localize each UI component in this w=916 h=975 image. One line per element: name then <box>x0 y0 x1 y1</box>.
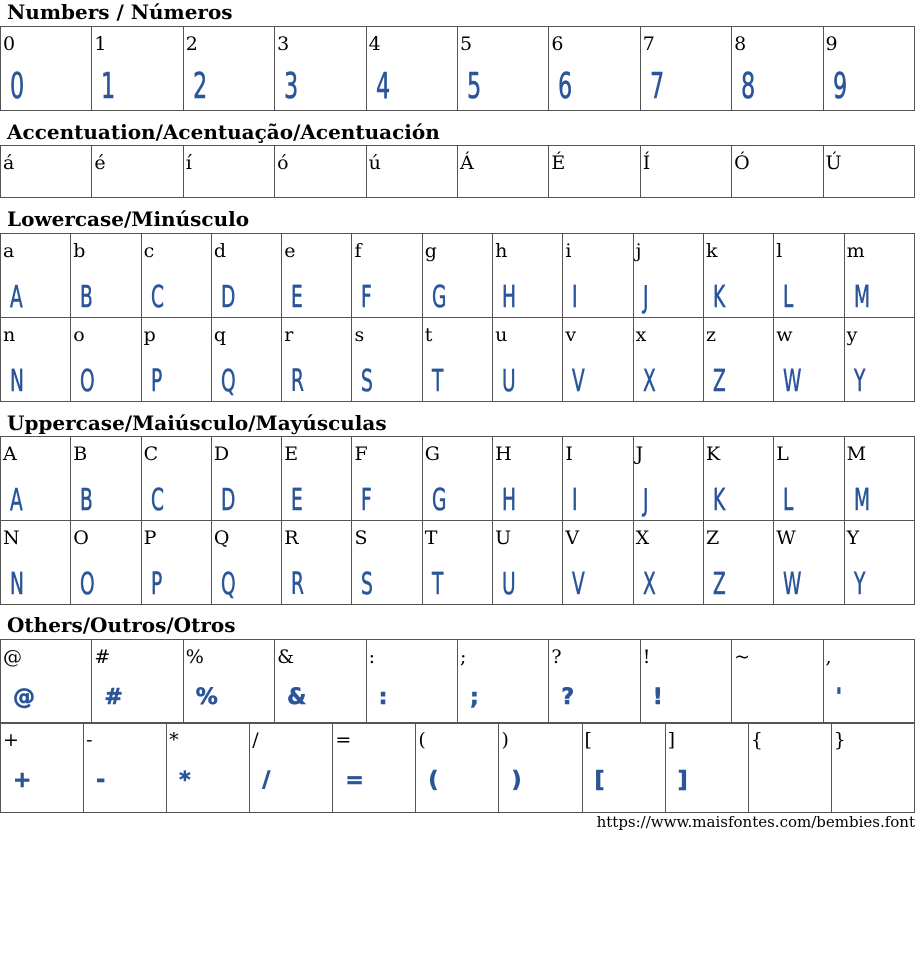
glyph-sample: H <box>502 483 517 518</box>
glyph-cell <box>275 640 366 724</box>
glyph-sample: R <box>291 567 305 602</box>
char-label: r <box>284 324 294 346</box>
glyph-cell <box>844 234 914 318</box>
char-label: f <box>354 240 362 262</box>
glyph-sample: Q <box>220 364 236 399</box>
glyph-cell <box>282 318 352 402</box>
uppercase-row-2 <box>1 521 915 605</box>
glyph-sample: & <box>287 685 307 710</box>
lowercase-title: Lowercase/Minúsculo <box>7 207 250 231</box>
char-label: X <box>635 527 650 549</box>
glyph-sample: Y <box>853 364 865 399</box>
glyph-sample: C <box>150 483 164 518</box>
char-label: T <box>424 527 438 549</box>
others-row-1 <box>1 640 915 724</box>
glyph-sample: - <box>96 768 106 793</box>
glyph-sample: U <box>502 567 516 602</box>
char-label: y <box>846 324 858 346</box>
glyph-cell <box>352 318 422 402</box>
char-label: * <box>169 729 179 751</box>
lowercase-row-1 <box>1 234 915 318</box>
glyph-sample: : <box>378 685 388 710</box>
glyph-sample: V <box>572 567 586 602</box>
glyph-sample: S <box>361 567 374 602</box>
glyph-sample: A <box>10 280 23 315</box>
glyph-cell <box>1 234 71 318</box>
char-label: M <box>846 443 867 465</box>
char-label: ? <box>551 646 562 668</box>
glyph-sample: B <box>80 483 94 518</box>
glyph-cell <box>563 521 633 605</box>
glyph-cell <box>92 146 183 198</box>
glyph-sample: R <box>291 364 305 399</box>
glyph-cell <box>141 521 211 605</box>
char-label: ; <box>459 646 467 668</box>
glyph-sample: + <box>13 768 32 793</box>
char-label: } <box>833 729 846 751</box>
char-label: b <box>73 240 86 262</box>
glyph-cell <box>703 521 773 605</box>
glyph-sample: 2 <box>192 66 207 107</box>
char-label: / <box>252 729 259 751</box>
char-label: é <box>94 152 106 174</box>
char-label: j <box>635 240 642 262</box>
glyph-cell <box>211 318 281 402</box>
glyph-sample: ' <box>835 685 843 710</box>
glyph-sample: D <box>220 483 236 518</box>
glyph-cell <box>499 723 582 813</box>
char-label: & <box>277 646 295 668</box>
glyph-cell <box>1 437 71 521</box>
glyph-sample: * <box>179 768 191 793</box>
glyph-cell <box>1 521 71 605</box>
glyph-sample: Y <box>853 567 865 602</box>
glyph-cell <box>1 640 92 724</box>
char-label: 3 <box>277 33 290 55</box>
glyph-cell <box>275 27 366 111</box>
char-label: E <box>284 443 299 465</box>
glyph-cell <box>366 27 457 111</box>
glyph-cell <box>352 234 422 318</box>
glyph-sample: W <box>783 364 802 399</box>
glyph-cell <box>422 437 492 521</box>
glyph-sample: P <box>150 364 162 399</box>
char-label: { <box>750 729 763 751</box>
char-label: ! <box>642 646 651 668</box>
others-row-2 <box>1 723 915 813</box>
glyph-sample: E <box>291 280 303 315</box>
glyph-cell <box>416 723 499 813</box>
glyph-cell <box>823 27 914 111</box>
char-label: Q <box>213 527 230 549</box>
accents-title: Accentuation/Acentuação/Acentuación <box>7 120 440 144</box>
char-label: t <box>424 324 433 346</box>
glyph-cell <box>333 723 416 813</box>
glyph-cell <box>493 318 563 402</box>
glyph-sample: X <box>642 364 656 399</box>
char-label: v <box>565 324 577 346</box>
glyph-cell <box>844 437 914 521</box>
char-label: q <box>213 324 227 346</box>
char-label: Y <box>846 527 860 549</box>
char-label: x <box>635 324 647 346</box>
char-label: C <box>143 443 159 465</box>
char-label: K <box>705 443 721 465</box>
char-label: ó <box>277 152 289 174</box>
numbers-title: Numbers / Números <box>7 0 233 24</box>
glyph-cell <box>563 437 633 521</box>
glyph-cell <box>640 146 731 198</box>
char-label: s <box>354 324 365 346</box>
char-label: 2 <box>185 33 198 55</box>
glyph-cell <box>141 318 211 402</box>
glyph-cell <box>71 437 141 521</box>
glyph-cell <box>366 146 457 198</box>
char-label: D <box>213 443 230 465</box>
glyph-cell <box>422 318 492 402</box>
glyph-sample: I <box>572 483 578 518</box>
glyph-sample: Z <box>712 567 726 602</box>
char-label: w <box>776 324 793 346</box>
char-label: Ú <box>825 152 842 174</box>
others-title: Others/Outros/Otros <box>7 613 236 637</box>
char-label: : <box>368 646 375 668</box>
char-label: - <box>86 729 93 751</box>
char-label: A <box>3 443 17 465</box>
numbers-table <box>0 26 915 111</box>
glyph-sample: 9 <box>832 66 847 107</box>
char-label: Á <box>459 152 474 174</box>
glyph-cell <box>211 437 281 521</box>
glyph-cell <box>823 146 914 198</box>
glyph-sample: 6 <box>558 66 573 107</box>
glyph-sample: J <box>642 483 649 518</box>
glyph-cell <box>457 640 548 724</box>
glyph-cell <box>732 640 823 724</box>
glyph-cell <box>703 234 773 318</box>
glyph-sample: 1 <box>101 66 116 107</box>
glyph-cell <box>183 640 274 724</box>
glyph-cell <box>493 521 563 605</box>
glyph-cell <box>183 27 274 111</box>
glyph-sample: F <box>361 280 373 315</box>
glyph-cell <box>141 234 211 318</box>
glyph-sample: B <box>80 280 94 315</box>
glyph-cell <box>748 723 831 813</box>
char-label: k <box>705 240 718 262</box>
glyph-cell <box>282 234 352 318</box>
uppercase-table <box>0 436 915 605</box>
char-label: n <box>3 324 16 346</box>
char-label: = <box>335 729 352 751</box>
char-label: ( <box>418 729 426 751</box>
glyph-cell <box>844 318 914 402</box>
glyph-cell <box>633 521 703 605</box>
glyph-sample: J <box>642 280 649 315</box>
char-label: a <box>3 240 15 262</box>
glyph-sample: = <box>345 768 364 793</box>
char-label: R <box>284 527 299 549</box>
glyph-sample: W <box>783 567 802 602</box>
glyph-sample: ] <box>677 768 688 793</box>
char-label: % <box>185 646 204 668</box>
glyph-cell <box>1 27 92 111</box>
glyph-cell <box>774 234 844 318</box>
char-label: # <box>94 646 111 668</box>
char-label: á <box>3 152 15 174</box>
glyph-cell <box>1 318 71 402</box>
glyph-cell <box>211 521 281 605</box>
glyph-cell <box>665 723 748 813</box>
glyph-cell <box>640 640 731 724</box>
char-label: 8 <box>734 33 747 55</box>
glyph-cell <box>71 521 141 605</box>
glyph-cell <box>457 146 548 198</box>
char-label: o <box>73 324 85 346</box>
uppercase-row-1 <box>1 437 915 521</box>
glyph-sample: G <box>431 280 447 315</box>
glyph-cell <box>422 521 492 605</box>
char-label: h <box>495 240 508 262</box>
glyph-sample: P <box>150 567 162 602</box>
char-label: G <box>424 443 440 465</box>
glyph-cell <box>92 27 183 111</box>
char-label: p <box>143 324 156 346</box>
char-label: H <box>495 443 512 465</box>
source-url: https://www.maisfontes.com/bembies.font <box>596 813 915 831</box>
glyph-sample: K <box>712 483 726 518</box>
glyph-cell <box>774 437 844 521</box>
glyph-cell <box>1 146 92 198</box>
char-label: L <box>776 443 789 465</box>
char-label: I <box>565 443 573 465</box>
glyph-sample: H <box>502 280 517 315</box>
glyph-sample: 7 <box>649 66 664 107</box>
glyph-cell <box>633 234 703 318</box>
char-label: Í <box>642 152 651 174</box>
uppercase-title: Uppercase/Maiúsculo/Mayúsculas <box>7 411 387 435</box>
char-label: F <box>354 443 368 465</box>
glyph-cell <box>549 146 640 198</box>
char-label: Ó <box>734 152 750 174</box>
glyph-sample: % <box>195 685 218 710</box>
glyph-cell <box>282 521 352 605</box>
char-label: ú <box>368 152 381 174</box>
glyph-sample: 8 <box>741 66 756 107</box>
glyph-sample: F <box>361 483 373 518</box>
glyph-sample: @ <box>13 685 35 710</box>
glyph-cell <box>774 521 844 605</box>
char-label: z <box>705 324 716 346</box>
glyph-sample: K <box>712 280 726 315</box>
glyph-cell <box>1 723 84 813</box>
numbers-row <box>1 27 915 111</box>
others-table-2 <box>0 722 915 813</box>
char-label: [ <box>584 729 592 751</box>
glyph-sample: N <box>10 364 24 399</box>
glyph-sample: / <box>262 768 271 793</box>
glyph-cell <box>633 437 703 521</box>
glyph-sample: Z <box>712 364 726 399</box>
glyph-sample: G <box>431 483 447 518</box>
char-label: ] <box>667 729 676 751</box>
glyph-sample: O <box>80 567 95 602</box>
char-label: @ <box>3 646 22 668</box>
glyph-sample: ) <box>511 768 522 793</box>
glyph-sample: D <box>220 280 236 315</box>
char-label: + <box>3 729 19 751</box>
glyph-sample: # <box>104 685 123 710</box>
glyph-cell <box>71 234 141 318</box>
glyph-sample: E <box>291 483 303 518</box>
char-label: P <box>143 527 157 549</box>
glyph-cell <box>211 234 281 318</box>
glyph-cell <box>844 521 914 605</box>
others-table-1 <box>0 639 915 724</box>
glyph-cell <box>352 437 422 521</box>
char-label: ) <box>501 729 509 751</box>
glyph-cell <box>774 318 844 402</box>
glyph-cell <box>549 27 640 111</box>
char-label: m <box>846 240 865 262</box>
glyph-sample: I <box>572 280 578 315</box>
glyph-cell <box>282 437 352 521</box>
char-label: 9 <box>825 33 838 55</box>
glyph-cell <box>732 146 823 198</box>
glyph-sample: L <box>783 483 794 518</box>
glyph-cell <box>167 723 250 813</box>
char-label: B <box>73 443 88 465</box>
lowercase-table <box>0 233 915 402</box>
char-label: 4 <box>368 33 381 55</box>
glyph-cell <box>493 234 563 318</box>
glyph-sample: M <box>853 280 870 315</box>
glyph-cell <box>457 27 548 111</box>
glyph-sample: X <box>642 567 656 602</box>
char-label: g <box>424 240 437 262</box>
char-label: N <box>3 527 20 549</box>
glyph-sample: U <box>502 364 516 399</box>
char-label: 1 <box>94 33 107 55</box>
glyph-sample: L <box>783 280 794 315</box>
glyph-sample: Q <box>220 567 236 602</box>
glyph-cell <box>703 318 773 402</box>
glyph-cell <box>633 318 703 402</box>
glyph-sample: N <box>10 567 24 602</box>
glyph-sample: O <box>80 364 95 399</box>
char-label: O <box>73 527 89 549</box>
char-label: i <box>565 240 572 262</box>
char-label: ~ <box>734 646 751 668</box>
glyph-cell <box>352 521 422 605</box>
lowercase-row-2 <box>1 318 915 402</box>
glyph-cell <box>732 27 823 111</box>
glyph-cell <box>582 723 665 813</box>
glyph-cell <box>84 723 167 813</box>
glyph-cell <box>703 437 773 521</box>
char-label: S <box>354 527 368 549</box>
char-label: 5 <box>459 33 473 55</box>
glyph-sample: ! <box>652 685 663 710</box>
glyph-cell <box>823 640 914 724</box>
glyph-cell <box>640 27 731 111</box>
char-label: í <box>185 152 192 174</box>
char-label: e <box>284 240 296 262</box>
glyph-sample: 4 <box>375 66 390 107</box>
glyph-cell <box>250 723 333 813</box>
glyph-cell <box>422 234 492 318</box>
char-label: V <box>565 527 580 549</box>
glyph-sample: 0 <box>10 66 25 107</box>
glyph-sample: A <box>10 483 23 518</box>
char-label: 0 <box>3 33 16 55</box>
glyph-cell <box>831 723 914 813</box>
char-label: J <box>635 443 644 465</box>
accents-row <box>1 146 915 198</box>
char-label: , <box>825 646 832 668</box>
glyph-cell <box>563 234 633 318</box>
glyph-sample: T <box>431 364 444 399</box>
glyph-cell <box>141 437 211 521</box>
glyph-cell <box>549 640 640 724</box>
glyph-sample: 5 <box>466 66 482 107</box>
glyph-sample: 3 <box>284 66 299 107</box>
glyph-sample: T <box>431 567 444 602</box>
glyph-sample: [ <box>594 768 605 793</box>
glyph-cell <box>366 640 457 724</box>
glyph-sample: C <box>150 280 164 315</box>
glyph-sample: ( <box>428 768 439 793</box>
char-label: W <box>776 527 796 549</box>
glyph-sample: ? <box>561 685 575 710</box>
glyph-sample: M <box>853 483 870 518</box>
char-label: d <box>213 240 227 262</box>
char-label: Z <box>705 527 720 549</box>
char-label: É <box>551 152 566 174</box>
accents-table <box>0 145 915 198</box>
glyph-cell <box>92 640 183 724</box>
glyph-cell <box>493 437 563 521</box>
char-label: c <box>143 240 155 262</box>
glyph-sample: V <box>572 364 586 399</box>
char-label: u <box>495 324 508 346</box>
glyph-cell <box>183 146 274 198</box>
glyph-sample: ; <box>469 685 479 710</box>
char-label: 7 <box>642 33 655 55</box>
glyph-sample: S <box>361 364 374 399</box>
glyph-cell <box>563 318 633 402</box>
char-label: l <box>776 240 783 262</box>
char-label: 6 <box>551 33 564 55</box>
glyph-cell <box>71 318 141 402</box>
glyph-cell <box>275 146 366 198</box>
char-label: U <box>495 527 512 549</box>
